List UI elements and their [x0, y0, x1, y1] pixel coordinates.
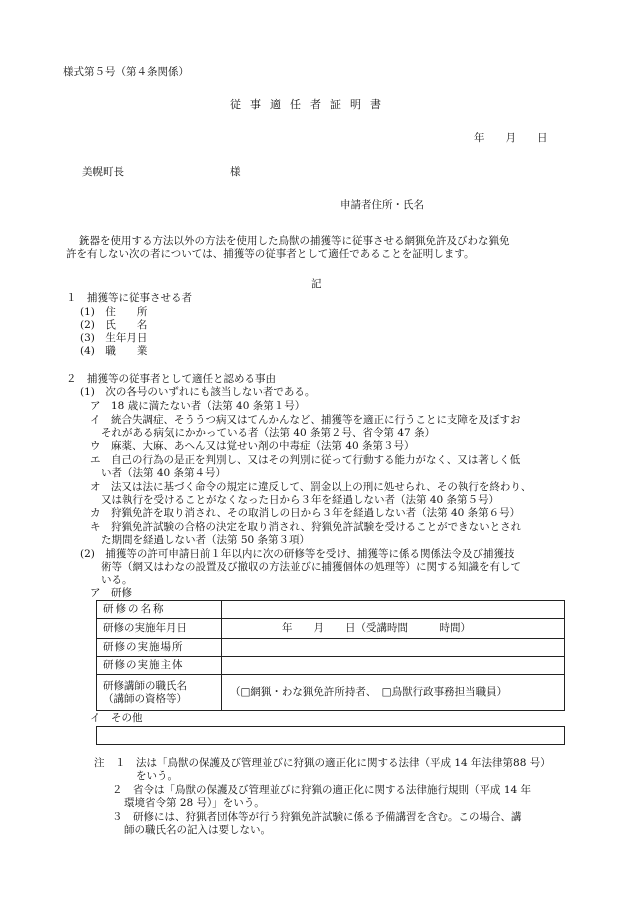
training-name-field[interactable]: [222, 601, 565, 619]
section2-sub2-line-3: いる。: [101, 574, 133, 586]
section1-heading: １ 捕獲等に従事させる者: [66, 292, 192, 304]
reason-o-1: オ 法又は法に基づく命令の規定に違反して、罰金以上の刑に処せられ、その執行を終わり、: [90, 481, 532, 493]
form-number: 様式第５号（第４条関係）: [63, 66, 189, 78]
instructor-field[interactable]: （□網猟・わな猟免許所持者、 □鳥獣行政事務担当職員）: [222, 675, 565, 711]
section2-heading: ２ 捕獲等の従事者として適任と認める事由: [66, 373, 276, 385]
document-title: 従事適任者証明書: [230, 98, 390, 111]
date-line: 年 月 日: [474, 132, 548, 144]
ki-mark: 記: [311, 278, 322, 290]
training-name-label: 研修の名称: [97, 601, 222, 619]
reason-i-2: それがある病気にかかっている者（法第 40 条第２号、省令第 47 条）: [101, 427, 436, 439]
reason-u: ウ 麻薬、大麻、あへん又は覚せい剤の中毒症（法第 40 条第３号）: [90, 440, 415, 452]
reason-ka: カ 狩猟免許を取り消され、その取消しの日から３年を経過しない者（法第 40 条第６号）: [90, 507, 521, 519]
table-row: [97, 601, 565, 619]
note-1-line-1: 注 １ 法は「鳥獣の保護及び管理並びに狩猟の適正化に関する法律（平成 14 年法律第88 号）: [94, 757, 551, 769]
reason-ki-1: キ 狩猟免許試験の合格の決定を取り消され、狩猟免許試験を受けることができないとされ: [90, 521, 522, 533]
table-row: [97, 639, 565, 657]
note-2-line-1: ２ 省令は「鳥獣の保護及び管理並びに狩猟の適正化に関する法律施行規則（平成 14 年: [112, 784, 532, 796]
intro-line-1: 銃器を使用する方法以外の方法を使用した鳥獣の捕獲等に従事させる網猟免許及びわな猟免: [79, 235, 510, 247]
section1-item-name: (2) 氏 名: [80, 319, 148, 331]
training-table: [96, 600, 565, 711]
reason-ki-2: た期間を経過しない者（法第 50 条第３項）: [101, 534, 311, 546]
section1-item-birthdate: (3) 生年月日: [80, 332, 148, 344]
reason-e-2: い者（法第 40 条第４号）: [101, 467, 227, 479]
table-row: [97, 657, 565, 675]
section1-item-occupation: (4) 職 業: [80, 345, 148, 357]
table-row: [97, 675, 565, 711]
training-place-field[interactable]: [222, 639, 565, 657]
other-label: イ その他: [90, 712, 143, 724]
honorific: 様: [230, 166, 241, 178]
intro-line-2: 許を有しない次の者については、捕獲等の従事者として適任であることを証明します。: [66, 248, 475, 260]
instructor-label-line-1: 研修講師の職氏名: [103, 679, 187, 692]
addressee: 美幌町長: [82, 166, 124, 178]
section2-sub2-line-1: (2) 捕獲等の許可申請日前１年以内に次の研修等を受け、捕獲等に係る関係法令及び捕獲技: [80, 548, 515, 560]
table-row: [97, 619, 565, 639]
reason-a: ア 18 歳に満たない者（法第 40 条第１号）: [90, 400, 306, 412]
note-1-line-2: をいう。: [94, 770, 178, 782]
applicant-label: 申請者住所・氏名: [340, 199, 424, 211]
training-date-field[interactable]: 年 月 日（受講時間 時間）: [222, 619, 565, 639]
training-host-label: 研修の実施主体: [97, 657, 222, 675]
kenshu-label: ア 研修: [90, 587, 132, 599]
training-place-label: 研修の実施場所: [97, 639, 222, 657]
training-host-field[interactable]: [222, 657, 565, 675]
training-date-label: 研修の実施年月日: [97, 619, 222, 639]
reason-i-1: イ 統合失調症、そううつ病又はてんかんなど、捕獲等を適正に行うことに支障を及ぼすお: [90, 414, 521, 426]
section2-sub1: (1) 次の各号のいずれにも該当しない者である。: [80, 386, 316, 398]
instructor-label: [97, 675, 222, 711]
note-3-line-1: ３ 研修には、狩猟者団体等が行う狩猟免許試験に係る予備講習を含む。この場合、講: [112, 811, 522, 823]
other-field[interactable]: [96, 726, 565, 745]
section1-item-address: (1) 住 所: [80, 306, 148, 318]
reason-o-2: 又は執行を受けることがなくなった日から３年を経過しない者（法第 40 条第５号）: [101, 494, 500, 506]
reason-e-1: エ 自己の行為の是正を判別し、又はその判別に従って行動する能力がなく、又は著しく低: [90, 454, 521, 466]
instructor-label-line-2: （講師の資格等）: [103, 692, 187, 705]
note-2-line-2: 環境省令第 28 号）」をいう。: [124, 797, 265, 809]
note-3-line-2: 師の職氏名の記入は要しない。: [124, 824, 271, 836]
section2-sub2-line-2: 術等（網又はわなの設置及び撤収の方法並びに捕獲個体の処理等）に関する知識を有して: [101, 561, 521, 573]
